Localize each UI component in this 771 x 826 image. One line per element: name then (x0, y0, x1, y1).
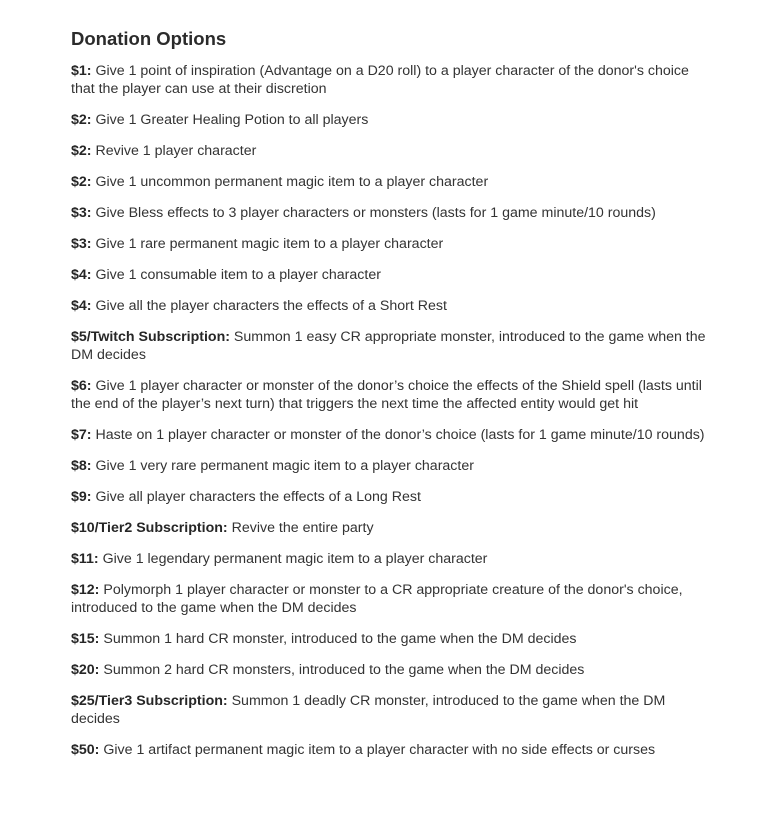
option-description: Give 1 point of inspiration (Advantage on a D20 roll) to a player character of the donor's choice that the player can use at their discretion (71, 63, 689, 97)
donation-option (71, 550, 711, 568)
donation-option (71, 235, 711, 253)
donation-option (71, 377, 711, 413)
option-description: Polymorph 1 player character or monster to a CR appropriate creature of the donor's choice, introduced to the game when the DM decides (71, 582, 683, 616)
option-description: Give 1 legendary permanent magic item to a player character (102, 551, 488, 567)
option-description: Revive 1 player character (95, 143, 257, 159)
donation-option (71, 488, 711, 506)
donation-option (71, 62, 711, 98)
option-description: Summon 2 hard CR monsters, introduced to the game when the DM decides (103, 662, 585, 678)
donation-option (71, 457, 711, 475)
option-price: $25/Tier3 Subscription: (71, 693, 228, 709)
donation-option (71, 297, 711, 315)
option-description: Haste on 1 player character or monster of the donor’s choice (lasts for 1 game minute/10 rounds) (95, 427, 705, 443)
option-price: $4: (71, 298, 92, 314)
option-description: Give Bless effects to 3 player characters or monsters (lasts for 1 game minute/10 rounds) (95, 205, 656, 221)
option-price: $15: (71, 631, 100, 647)
option-description: Give all the player characters the effects of a Short Rest (95, 298, 447, 314)
option-description: Summon 1 easy CR appropriate monster, introduced to the game when the DM decides (71, 329, 706, 363)
donation-option (71, 328, 711, 364)
option-description: Give all player characters the effects of a Long Rest (95, 489, 421, 505)
donation-option (71, 142, 711, 160)
option-price: $50: (71, 742, 100, 758)
option-price: $10/Tier2 Subscription: (71, 520, 228, 536)
page-title: Donation Options (71, 28, 227, 49)
donation-option (71, 741, 711, 759)
donation-option (71, 630, 711, 648)
option-price: $2: (71, 174, 92, 190)
option-price: $5/Twitch Subscription: (71, 329, 230, 345)
option-price: $11: (71, 551, 99, 567)
option-description: Give 1 very rare permanent magic item to a player character (95, 458, 474, 474)
donation-option (71, 661, 711, 679)
option-price: $20: (71, 662, 100, 678)
donation-option (71, 173, 711, 191)
donation-option (71, 519, 711, 537)
option-description: Give 1 player character or monster of the donor’s choice the effects of the Shield spell (lasts until the end of the player’s next turn) that triggers the next time the affected entity would get hit (71, 378, 702, 412)
donation-option (71, 692, 711, 728)
option-description: Give 1 rare permanent magic item to a player character (95, 236, 444, 252)
option-description: Revive the entire party (231, 520, 374, 536)
donation-option (71, 204, 711, 222)
donation-option (71, 266, 711, 284)
option-price: $3: (71, 205, 92, 221)
option-description: Give 1 uncommon permanent magic item to a player character (95, 174, 489, 190)
option-price: $1: (71, 63, 92, 79)
donation-option (71, 111, 711, 129)
donation-option (71, 581, 711, 617)
option-price: $7: (71, 427, 92, 443)
option-price: $9: (71, 489, 92, 505)
option-description: Summon 1 deadly CR monster, introduced to the game when the DM decides (71, 693, 666, 727)
option-description: Give 1 Greater Healing Potion to all players (95, 112, 369, 128)
option-price: $4: (71, 267, 92, 283)
option-price: $2: (71, 143, 92, 159)
option-price: $6: (71, 378, 92, 394)
option-price: $8: (71, 458, 92, 474)
option-price: $12: (71, 582, 100, 598)
option-price: $2: (71, 112, 92, 128)
donation-option-list (71, 62, 711, 759)
donation-option (71, 426, 711, 444)
option-description: Give 1 consumable item to a player character (95, 267, 381, 283)
option-price: $3: (71, 236, 92, 252)
option-description: Give 1 artifact permanent magic item to a player character with no side effects or curses (103, 742, 656, 758)
option-description: Summon 1 hard CR monster, introduced to the game when the DM decides (103, 631, 577, 647)
